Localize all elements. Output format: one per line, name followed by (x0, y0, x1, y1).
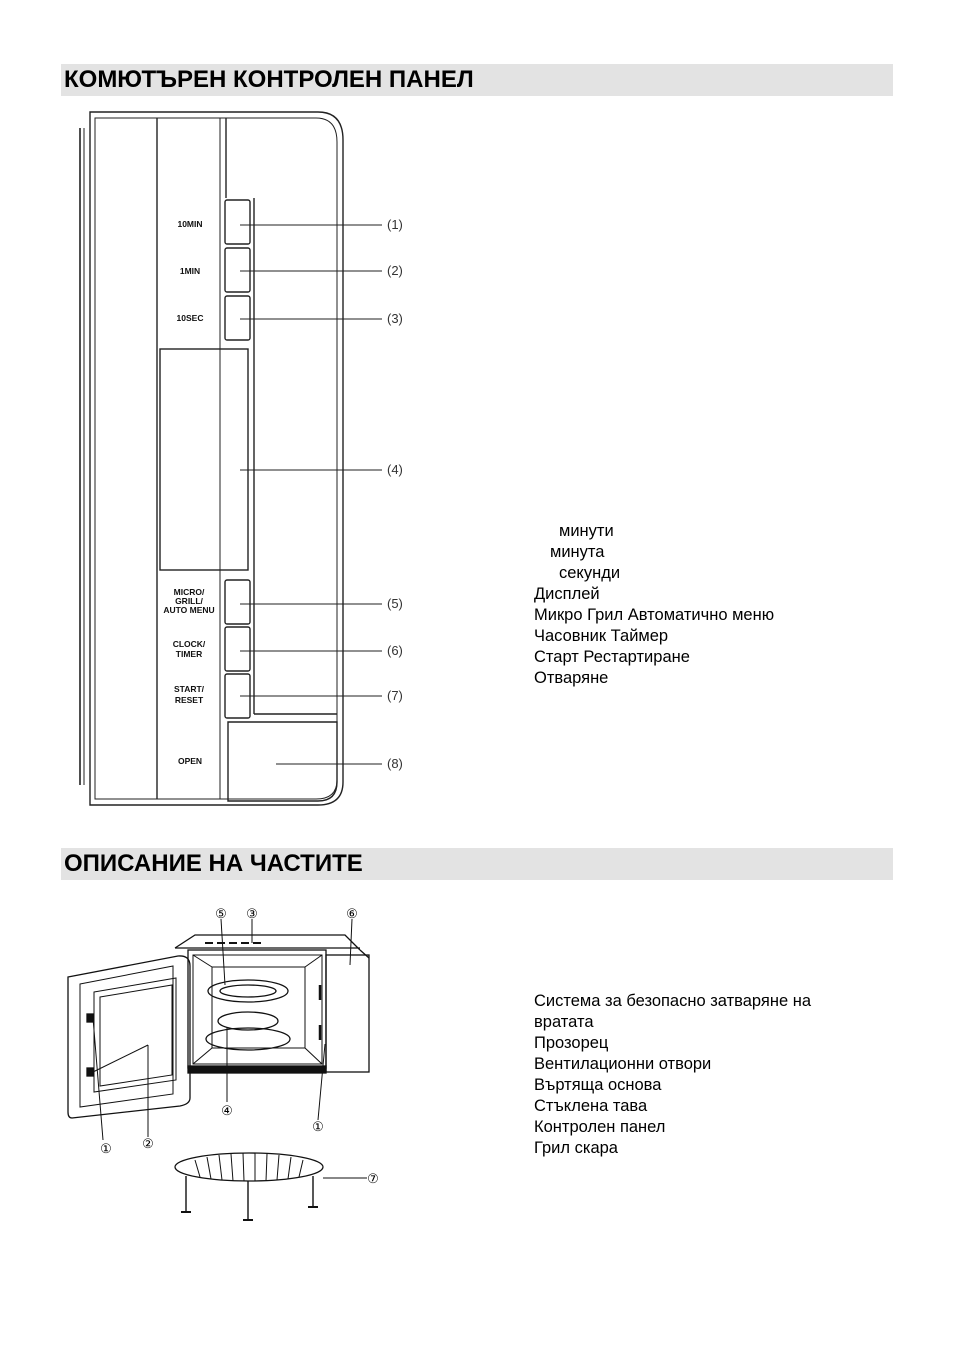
callout-1: (1) (387, 217, 403, 232)
parts-legend-item: Стъклена тава (534, 1097, 648, 1115)
parts-legend-item: Система за безопасно затваряне на (534, 992, 812, 1010)
callout-2: (2) (387, 263, 403, 278)
parts-legend-list (534, 991, 811, 1159)
marker-6: ⑥ (346, 906, 358, 921)
callout-3: (3) (387, 311, 403, 326)
label-10min: 10MIN (177, 219, 203, 229)
marker-1b: ① (312, 1119, 324, 1134)
panel-legend-list (534, 584, 774, 689)
label-timer: TIMER (175, 649, 203, 659)
marker-5: ⑤ (215, 906, 227, 921)
label-clock: CLOCK/ (172, 639, 206, 649)
callout-4: (4) (387, 462, 403, 477)
legend-seconds: секунди (559, 564, 621, 582)
parts-legend-item: Грил скара (534, 1139, 618, 1157)
label-open: OPEN (177, 756, 203, 766)
display-window (160, 349, 248, 570)
legend-open: Отваряне (534, 669, 609, 687)
legend-display: Дисплей (534, 585, 600, 603)
callout-7: (7) (387, 688, 403, 703)
button-10sec[interactable] (225, 296, 250, 340)
callout-5: (5) (387, 596, 403, 611)
section-title: КОМЮТЪРЕН КОНТРОЛЕН ПАНЕЛ (64, 66, 474, 93)
marker-3: ③ (246, 906, 258, 921)
microwave-diagram (68, 919, 369, 1220)
parts-legend-item: Прозорец (534, 1034, 609, 1052)
legend-minutes: минути (559, 522, 614, 540)
legend-minute: минута (550, 543, 605, 561)
legend-micro: Микро Грил Автоматично меню (534, 606, 775, 624)
callout-6: (6) (387, 643, 403, 658)
parts-legend-item: вратата (534, 1013, 594, 1031)
legend-clock: Часовник Таймер (534, 627, 669, 645)
button-10min[interactable] (225, 200, 250, 244)
legend-start: Старт Рестартиране (534, 648, 690, 666)
label-10sec: 10SEC (176, 313, 204, 323)
parts-legend-item: Вентилационни отвори (534, 1055, 712, 1073)
callout-8: (8) (387, 756, 403, 771)
label-auto-menu: AUTO MENU (163, 605, 215, 615)
button-open[interactable] (228, 722, 337, 801)
marker-7: ⑦ (367, 1171, 379, 1186)
label-reset: RESET (174, 695, 204, 705)
parts-legend-item: Въртяща основа (534, 1076, 662, 1094)
button-clock-timer[interactable] (225, 627, 250, 671)
button-micro-grill[interactable] (225, 580, 250, 624)
button-1min[interactable] (225, 248, 250, 292)
label-micro: MICRO/ (173, 587, 205, 597)
marker-2: ② (142, 1136, 154, 1151)
label-start: START/ (173, 684, 205, 694)
section-title: ОПИСАНИЕ НА ЧАСТИТЕ (64, 850, 363, 877)
marker-1a: ① (100, 1141, 112, 1156)
label-1min: 1MIN (179, 266, 201, 276)
label-grill: GRILL/ (175, 596, 203, 606)
marker-4: ④ (221, 1103, 233, 1118)
parts-legend-item: Контролен панел (534, 1118, 666, 1136)
